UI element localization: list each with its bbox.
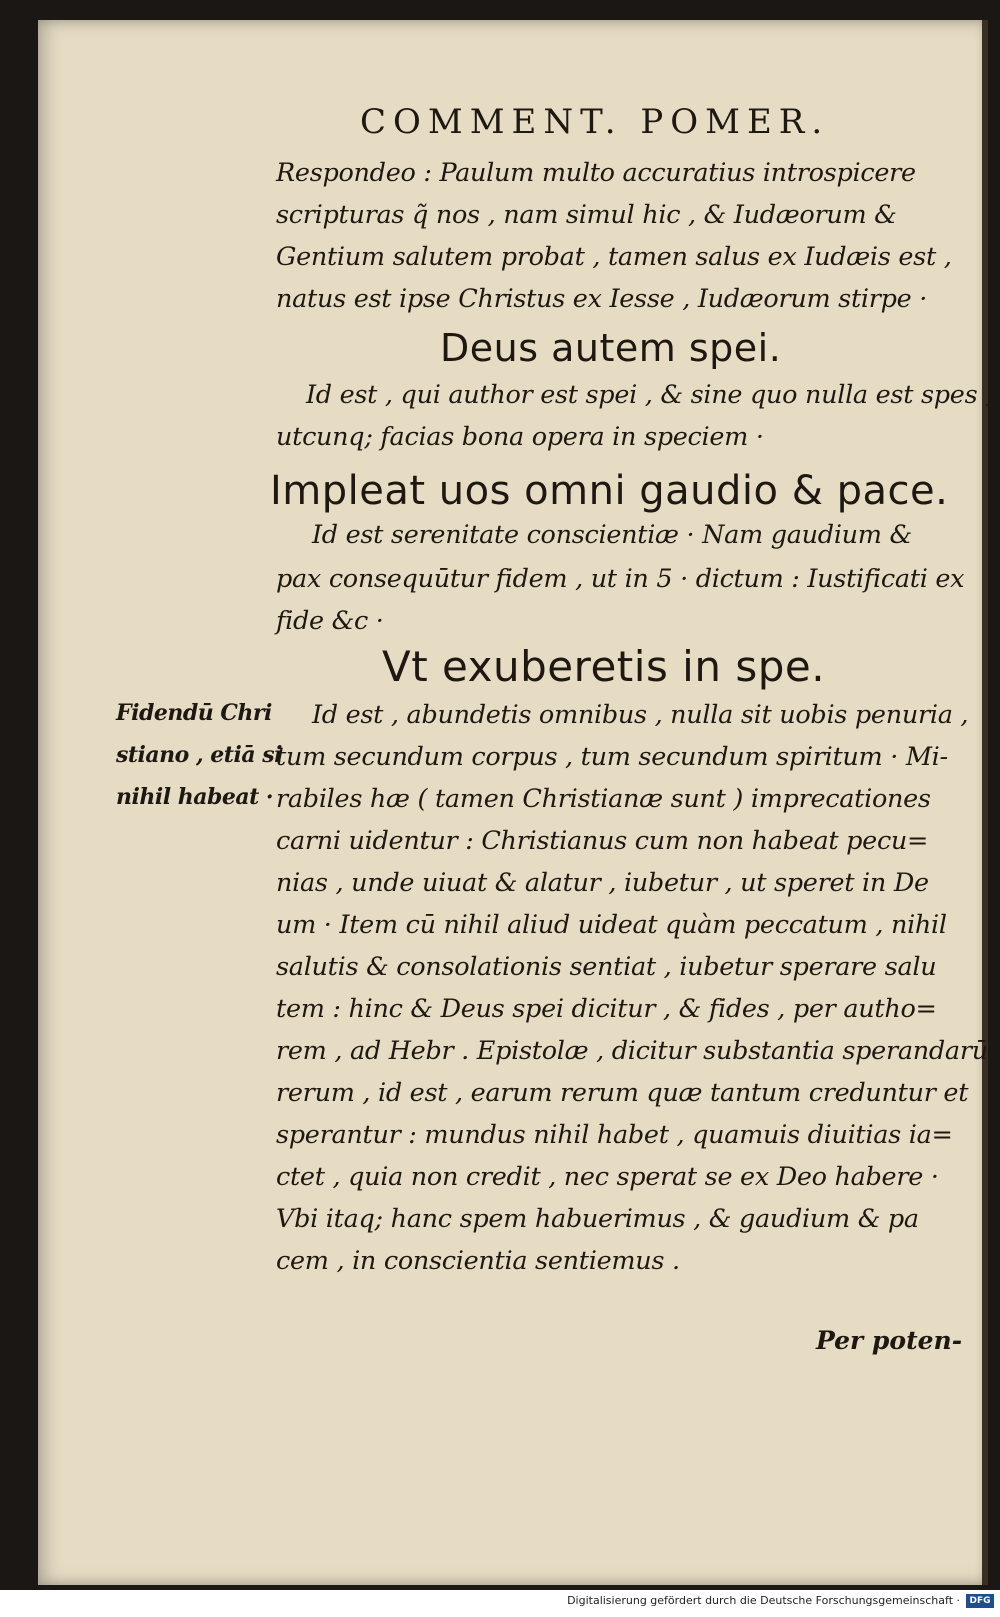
text-line: fide &c · <box>276 606 384 636</box>
catchword: Per poten- <box>816 1326 963 1355</box>
text-line: scripturas q̃ nos , nam simul hic , & Iudæorum & <box>276 200 897 230</box>
text-line: Id est , abundetis omnibus , nulla sit uobis penuria , <box>312 700 969 730</box>
text-line: Id est , qui author est spei , & sine quo nulla est spes , <box>306 380 993 410</box>
text-line: um · Item cū nihil aliud uideat quàm peccatum , nihil <box>276 910 947 940</box>
margin-note-line: nihil habeat · <box>116 784 274 810</box>
dfg-logo: DFG <box>966 1594 994 1608</box>
section-heading: Deus autem spei. <box>440 326 782 370</box>
text-line: carni uidentur : Christianus cum non habeat pecu= <box>276 826 929 856</box>
section-heading: Vt exuberetis in spe. <box>382 642 826 691</box>
text-line: utcunq; facias bona opera in speciem · <box>276 422 764 452</box>
text-line: nias , unde uiuat & alatur , iubetur , ut speret in De <box>276 868 929 898</box>
text-line: rerum , id est , earum rerum quæ tantum creduntur et <box>276 1078 969 1108</box>
book-page <box>38 20 993 1585</box>
text-line: cem , in conscientia sentiemus . <box>276 1246 680 1276</box>
footer-bar <box>0 1590 1000 1617</box>
text-line: ctet , quia non credit , nec sperat se ex Deo habere · <box>276 1162 939 1192</box>
text-line: rem , ad Hebr . Epistolæ , dicitur substantia sperandarū <box>276 1036 988 1066</box>
text-line: tum secundum corpus , tum secundum spiritum · Mi- <box>276 742 948 772</box>
text-line: natus est ipse Christus ex Iesse , Iudæorum stirpe · <box>276 284 928 314</box>
page-text <box>38 20 993 1585</box>
text-line: Gentium salutem probat , tamen salus ex Iudæis est , <box>276 242 952 272</box>
running-head: COMMENT. POMER. <box>360 102 830 142</box>
funding-credit: Digitalisierung gefördert durch die Deutsche Forschungsgemeinschaft · <box>567 1594 960 1607</box>
text-line: Id est serenitate conscientiæ · Nam gaudium & <box>312 520 912 550</box>
text-line: sperantur : mundus nihil habet , quamuis diuitias ia= <box>276 1120 953 1150</box>
text-line: pax consequūtur fidem , ut in 5 · dictum : Iustificati ex <box>276 564 965 594</box>
text-line: Vbi itaq; hanc spem habuerimus , & gaudium & pa <box>276 1204 919 1234</box>
text-line: rabiles hæ ( tamen Christianæ sunt ) imprecationes <box>276 784 931 814</box>
section-heading: Impleat uos omni gaudio & pace. <box>270 468 949 514</box>
margin-note-line: Fidendū Chri <box>116 700 272 726</box>
text-line: salutis & consolationis sentiat , iubetur sperare salu <box>276 952 937 982</box>
margin-note-line: stiano , etiā si <box>116 742 282 768</box>
text-line: tem : hinc & Deus spei dicitur , & fides , per autho= <box>276 994 937 1024</box>
text-line: Respondeo : Paulum multo accuratius introspicere <box>276 158 916 188</box>
